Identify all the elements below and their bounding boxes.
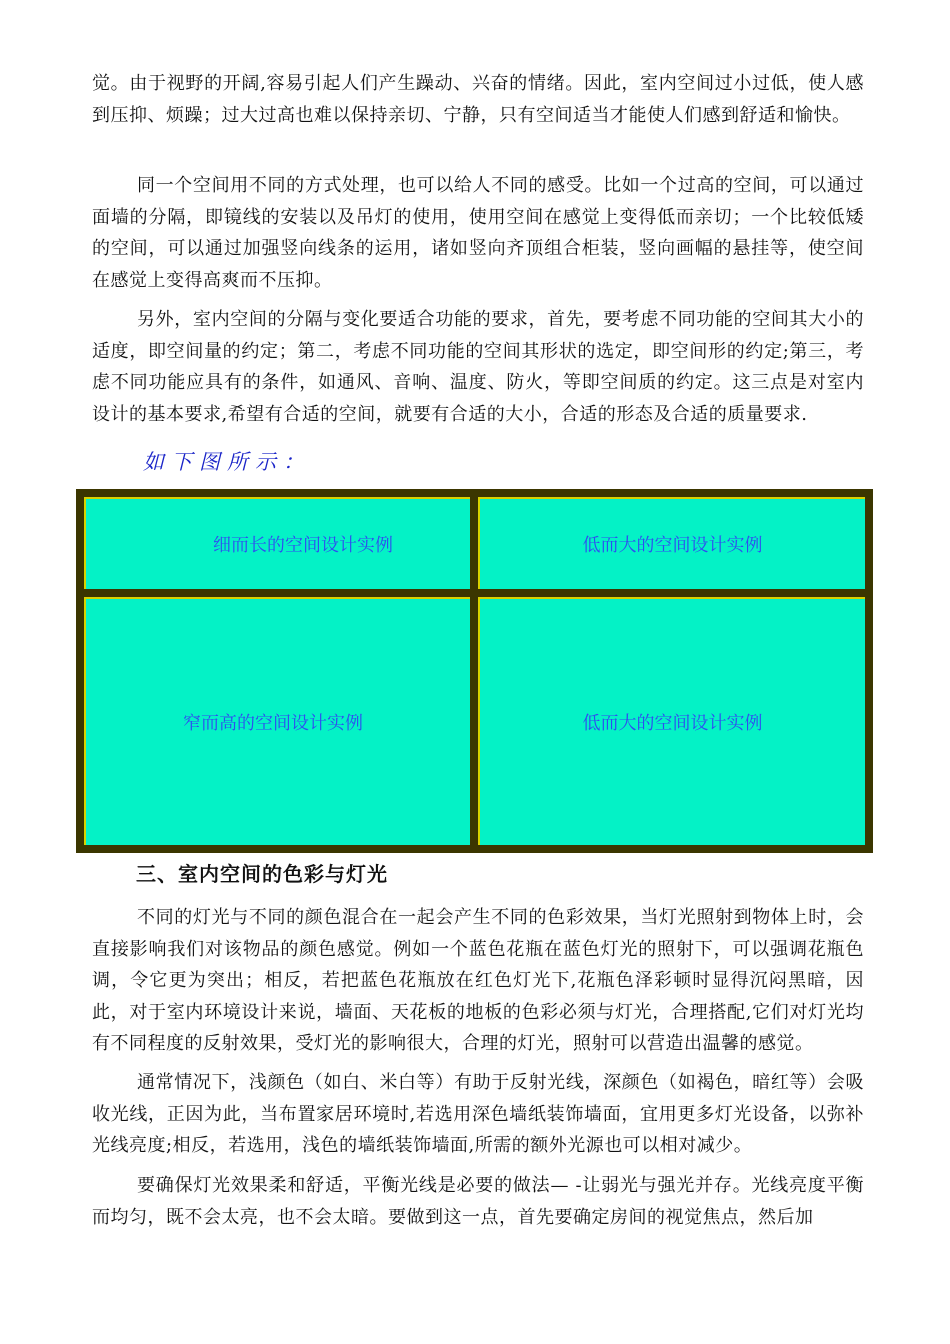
- paragraph-3: 另外，室内空间的分隔与变化要适合功能的要求，首先，要考虑不同功能的空间其大小的适度，即空间量的约定；第二，考虑不同功能的空间其形状的选定，即空间形的约定;第三，考虑不同功能应具有的条件，如通风、音响、温度、防火，等即空间质的约定。这三点是对室内设计的基本要求,希望有合适的空间，就要有合适的大小，合适的形态及合适的质量要求.: [92, 309, 864, 425]
- cell-label: 低而大的空间设计实例: [582, 535, 763, 556]
- table-cell-low-large-bottom: [478, 597, 865, 845]
- paragraph-1: 觉。由于视野的开阔,容易引起人们产生躁动、兴奋的情绪。因此，室内空间过小过低，使人感到压抑、烦躁；过大过高也难以保持亲切、宁静，只有空间适当才能使人们感到舒适和愉快。: [92, 73, 864, 126]
- example-table: [76, 489, 873, 853]
- section-heading: 三、室内空间的色彩与灯光: [136, 862, 388, 886]
- paragraph-4: 不同的灯光与不同的颜色混合在一起会产生不同的色彩效果，当灯光照射到物体上时，会直接影响我们对该物品的颜色感觉。例如一个蓝色花瓶在蓝色灯光的照射下，可以强调花瓶色调，令它更为突出；相反，若把蓝色花瓶放在红色灯光下,花瓶色泽彩顿时显得沉闷黑暗，因此，对于室内环境设计来说，墙面、天花板的地板的色彩必须与灯光，合理搭配,它们对灯光均有不同程度的反射效果，受灯光的影响很大，合理的灯光，照射可以营造出温馨的感觉。: [92, 907, 864, 1054]
- table-cell-low-large-top: [478, 497, 865, 589]
- cell-label: 窄而高的空间设计实例: [183, 713, 363, 734]
- table-cell-narrow-tall: [84, 597, 470, 845]
- paragraph-5: 通常情况下，浅颜色（如白、米白等）有助于反射光线，深颜色（如褐色，暗红等）会吸收光线，正因为此，当布置家居环境时,若选用深色墙纸装饰墙面，宜用更多灯光设备，以弥补光线亮度;相反，若选用，浅色的墙纸装饰墙面,所需的额外光源也可以相对减少。: [92, 1072, 864, 1156]
- paragraph-6: 要确保灯光效果柔和舒适，平衡光线是必要的做法— -让弱光与强光并存。光线亮度平衡而均匀，既不会太亮，也不会太暗。要做到这一点，首先要确定房间的视觉焦点，然后加: [92, 1175, 864, 1228]
- paragraph-2: 同一个空间用不同的方式处理，也可以给人不同的感受。比如一个过高的空间，可以通过面墙的分隔，即镜线的安装以及吊灯的使用，使用空间在感觉上变得低而亲切；一个比较低矮的空间，可以通过加强竖向线条的运用，诸如竖向齐顶组合柜装，竖向画幅的悬挂等，使空间在感觉上变得高爽而不压抑。: [92, 175, 864, 291]
- cell-label: 细而长的空间设计实例: [213, 535, 393, 556]
- table-cell-narrow-long: [84, 497, 470, 589]
- cell-label: 低而大的空间设计实例: [582, 713, 763, 734]
- figure-caption: 如下图所示：: [143, 450, 311, 474]
